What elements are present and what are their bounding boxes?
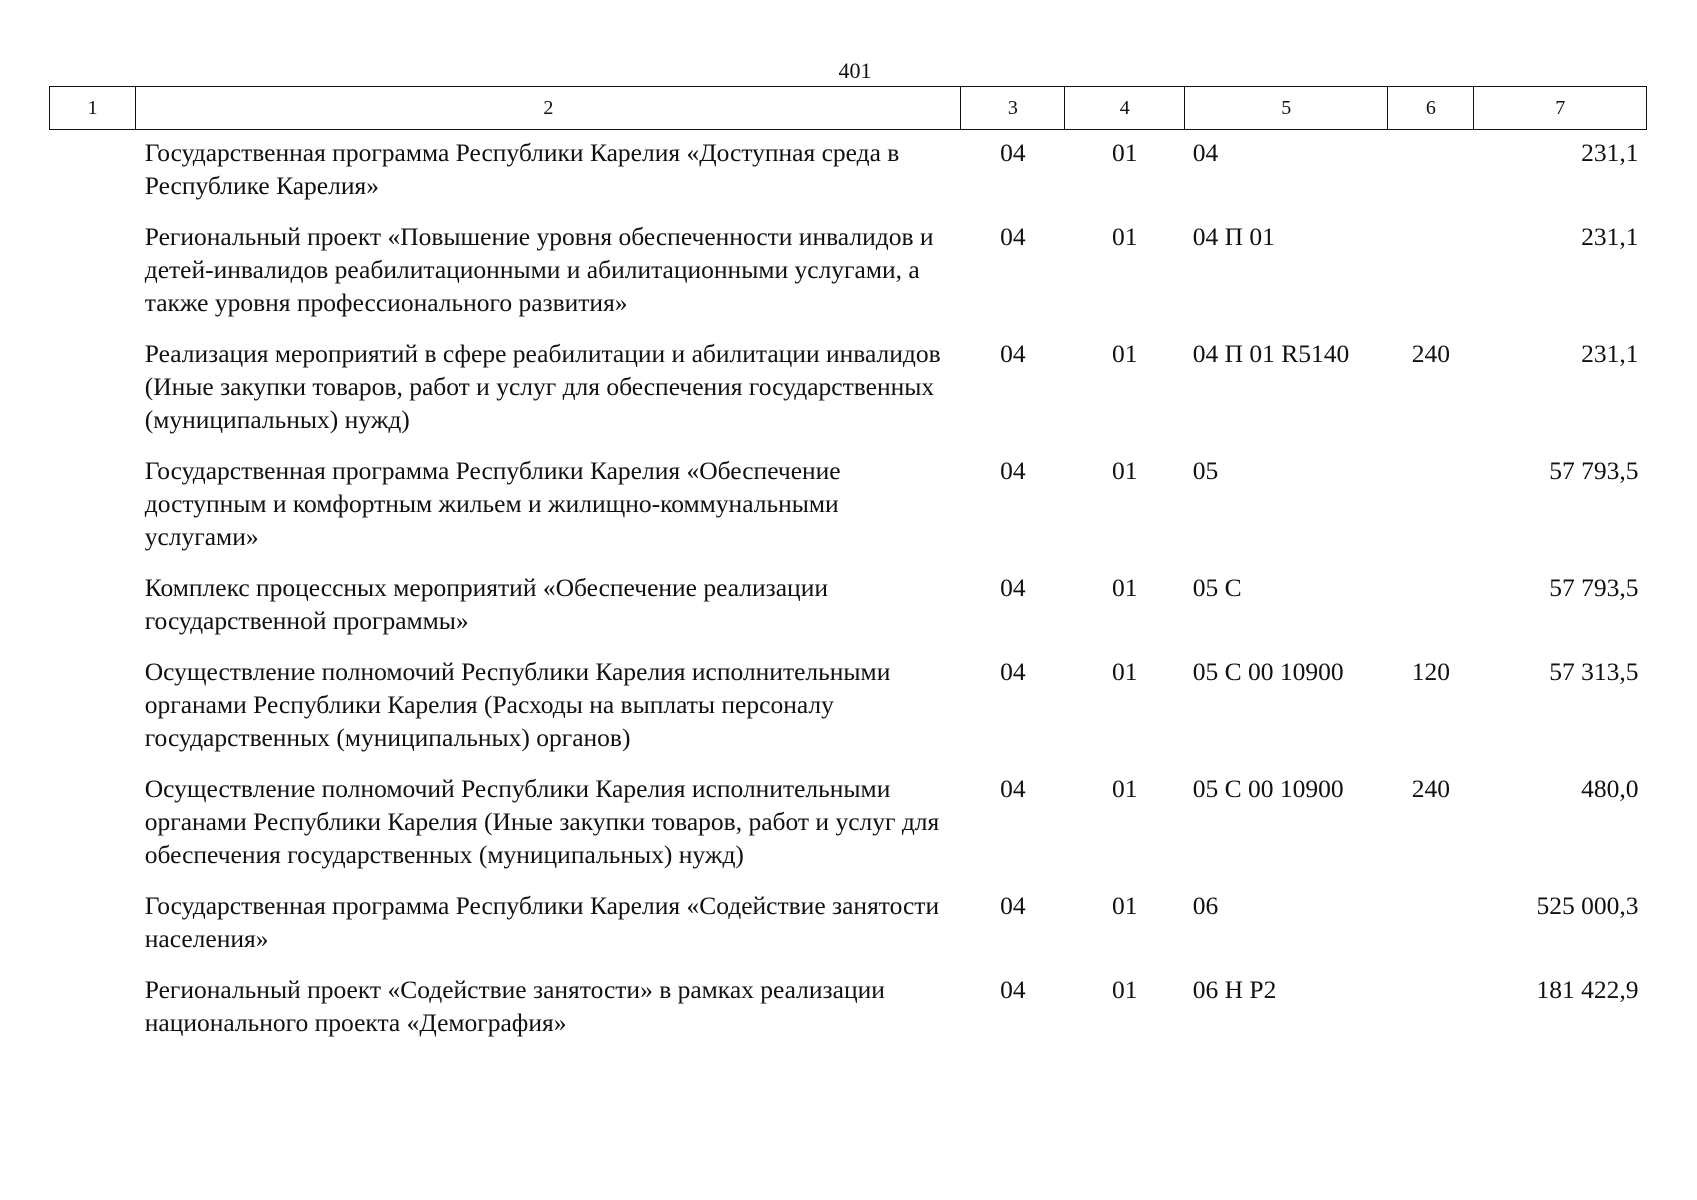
amount: 57 313,5 (1549, 657, 1639, 686)
subsection-code: 01 (1111, 891, 1138, 920)
table-row (50, 766, 1647, 883)
target-item-code: 05 С 00 10900 (1192, 774, 1344, 803)
target-item-code: 05 (1192, 456, 1219, 485)
expense-type-code (1388, 130, 1474, 215)
target-item-code: 04 (1192, 138, 1219, 167)
target-item-code: 06 Н Р2 (1192, 975, 1277, 1004)
column-header-4: 4 (1065, 87, 1185, 130)
header-row (50, 87, 1647, 130)
row-number-cell (50, 565, 136, 649)
section-code: 04 (1000, 657, 1026, 686)
budget-table (49, 86, 1647, 1051)
subsection-code: 01 (1111, 657, 1138, 686)
column-header-5: 5 (1185, 87, 1388, 130)
expense-type-code (1388, 565, 1474, 649)
item-name: Региональный проект «Повышение уровня обеспеченности инвалидов и детей-инвалидов реабилитационными и абилитационными услугами, а также уровня профессионального развития» (144, 222, 934, 317)
item-name: Реализация мероприятий в сфере реабилитации и абилитации инвалидов (Иные закупки товаров, работ и услуг для обеспечения государственных (муниципальных) нужд) (144, 339, 941, 434)
row-number-cell (50, 214, 136, 331)
expense-type-code (1388, 214, 1474, 331)
row-number-cell (50, 766, 136, 883)
column-header-3: 3 (961, 87, 1065, 130)
item-name: Государственная программа Республики Карелия «Доступная среда в Республике Карелия» (144, 138, 900, 200)
table-row (50, 331, 1647, 448)
table-row (50, 967, 1647, 1051)
section-code: 04 (1000, 975, 1026, 1004)
section-code: 04 (1000, 456, 1026, 485)
row-number-cell (50, 130, 136, 215)
table-row (50, 448, 1647, 565)
section-code: 04 (1000, 891, 1026, 920)
row-number-cell (50, 967, 136, 1051)
section-code: 04 (1000, 138, 1026, 167)
item-name: Осуществление полномочий Республики Карелия исполнительными органами Республики Карелия (Расходы на выплаты персоналу государственных (муниципальных) органов) (144, 657, 891, 752)
target-item-code: 04 П 01 (1192, 222, 1275, 251)
item-name: Региональный проект «Содействие занятости» в рамках реализации национального проекта «Демография» (144, 975, 885, 1037)
row-number-cell (50, 883, 136, 967)
item-name: Государственная программа Республики Карелия «Содействие занятости населения» (144, 891, 940, 953)
amount: 231,1 (1581, 138, 1639, 167)
expense-type-code: 240 (1411, 339, 1450, 368)
page-number: 401 (838, 58, 872, 83)
section-code: 04 (1000, 774, 1026, 803)
table-row (50, 214, 1647, 331)
subsection-code: 01 (1111, 138, 1138, 167)
subsection-code: 01 (1111, 573, 1138, 602)
section-code: 04 (1000, 573, 1026, 602)
amount: 57 793,5 (1549, 573, 1639, 602)
table-row (50, 130, 1647, 215)
item-name: Комплекс процессных мероприятий «Обеспечение реализации государственной программы» (144, 573, 828, 635)
target-item-code: 06 (1192, 891, 1219, 920)
amount: 525 000,3 (1536, 891, 1639, 920)
column-header-2: 2 (136, 87, 961, 130)
amount: 231,1 (1581, 222, 1639, 251)
item-name: Государственная программа Республики Карелия «Обеспечение доступным и комфортным жильем и жилищно-коммунальными услугами» (144, 456, 841, 551)
item-name: Осуществление полномочий Республики Карелия исполнительными органами Республики Карелия (Иные закупки товаров, работ и услуг для обеспечения государственных (муниципальных) нужд) (144, 774, 940, 869)
column-header-7: 7 (1474, 87, 1647, 130)
expense-type-code (1388, 448, 1474, 565)
amount: 181 422,9 (1536, 975, 1639, 1004)
subsection-code: 01 (1111, 774, 1138, 803)
target-item-code: 05 С (1192, 573, 1242, 602)
expense-type-code: 240 (1411, 774, 1450, 803)
subsection-code: 01 (1111, 222, 1138, 251)
table-row (50, 649, 1647, 766)
expense-type-code: 120 (1411, 657, 1450, 686)
row-number-cell (50, 448, 136, 565)
table-row (50, 883, 1647, 967)
subsection-code: 01 (1111, 339, 1138, 368)
amount: 231,1 (1581, 339, 1639, 368)
amount: 57 793,5 (1549, 456, 1639, 485)
expense-type-code (1388, 967, 1474, 1051)
target-item-code: 04 П 01 R5140 (1192, 339, 1350, 368)
subsection-code: 01 (1111, 456, 1138, 485)
table-row (50, 565, 1647, 649)
column-header-1: 1 (50, 87, 136, 130)
target-item-code: 05 С 00 10900 (1192, 657, 1344, 686)
section-code: 04 (1000, 339, 1026, 368)
subsection-code: 01 (1111, 975, 1138, 1004)
column-header-6: 6 (1388, 87, 1474, 130)
expense-type-code (1388, 883, 1474, 967)
section-code: 04 (1000, 222, 1026, 251)
row-number-cell (50, 331, 136, 448)
amount: 480,0 (1581, 774, 1639, 803)
row-number-cell (50, 649, 136, 766)
